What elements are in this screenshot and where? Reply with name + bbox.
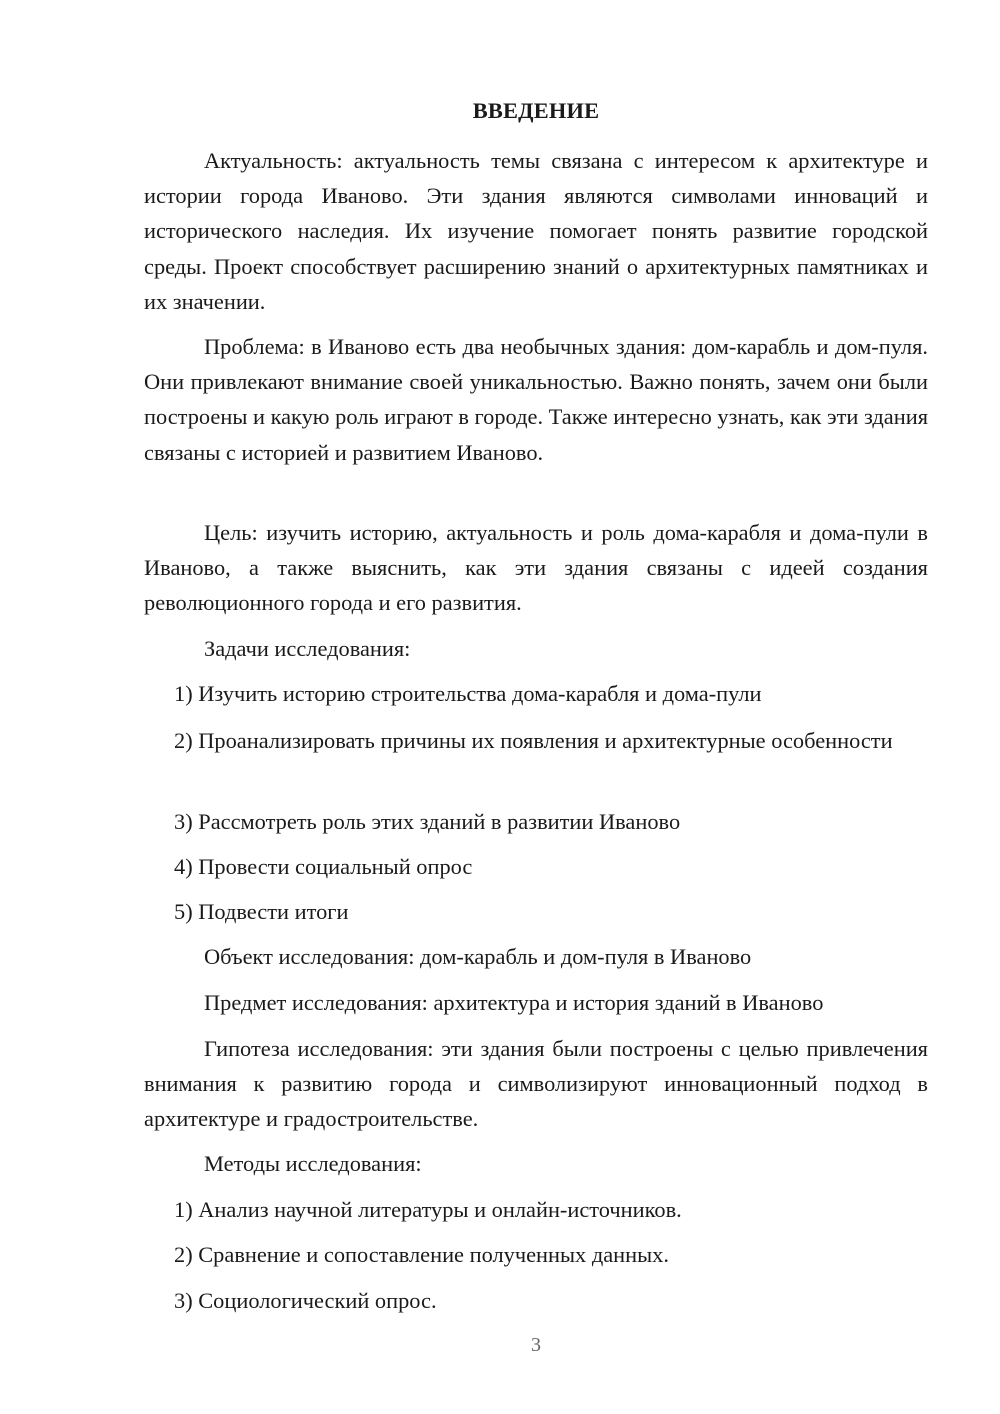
method-item: 3) Социологический опрос. [174, 1288, 437, 1313]
problem-paragraph: Проблема: в Иваново есть два необычных здания: дом-карабль и дом-пуля. Они привлекают внимание своей уникальностью. Важно понять, зачем они были построены и какую роль играют в городе. Также интересно узнать, как эти здания связаны с историей и развитием Иваново. [144, 334, 928, 465]
actuality-paragraph: Актуальность: актуальность темы связана с интересом к архитектуре и истории города Иваново. Эти здания являются символами инноваций и исторического наследия. Их изучение помогает понять развитие городской среды. Проект способствует расширению знаний о архитектурных памятниках и их значении. [144, 148, 928, 314]
method-item: 1) Анализ научной литературы и онлайн-источников. [174, 1197, 682, 1222]
task-item: 1) Изучить историю строительства дома-карабля и дома-пули [174, 681, 762, 706]
task-item: 4) Провести социальный опрос [174, 854, 473, 879]
method-item: 2) Сравнение и сопоставление полученных данных. [174, 1242, 669, 1267]
tasks-heading: Задачи исследования: [204, 636, 411, 661]
task-item: 3) Рассмотреть роль этих зданий в развитии Иваново [174, 809, 681, 834]
page-title: ВВЕДЕНИЕ [472, 98, 600, 123]
subject-paragraph: Предмет исследования: архитектура и история зданий в Иваново [204, 990, 824, 1015]
methods-heading: Методы исследования: [204, 1151, 422, 1176]
goal-paragraph: Цель: изучить историю, актуальность и роль дома-карабля и дома-пули в Иваново, а также выяснить, как эти здания связаны с идеей создания революционного города и его развития. [144, 520, 928, 616]
object-paragraph: Объект исследования: дом-карабль и дом-пуля в Иваново [204, 944, 752, 969]
task-item: 5) Подвести итоги [174, 899, 349, 924]
hypothesis-paragraph: Гипотеза исследования: эти здания были построены с целью привлечения внимания к развитию города и символизируют инновационный подход в архитектуре и градостроительстве. [144, 1036, 928, 1132]
page-number: 3 [531, 1334, 541, 1356]
task-item: 2) Проанализировать причины их появления и архитектурные особенности [174, 728, 893, 753]
